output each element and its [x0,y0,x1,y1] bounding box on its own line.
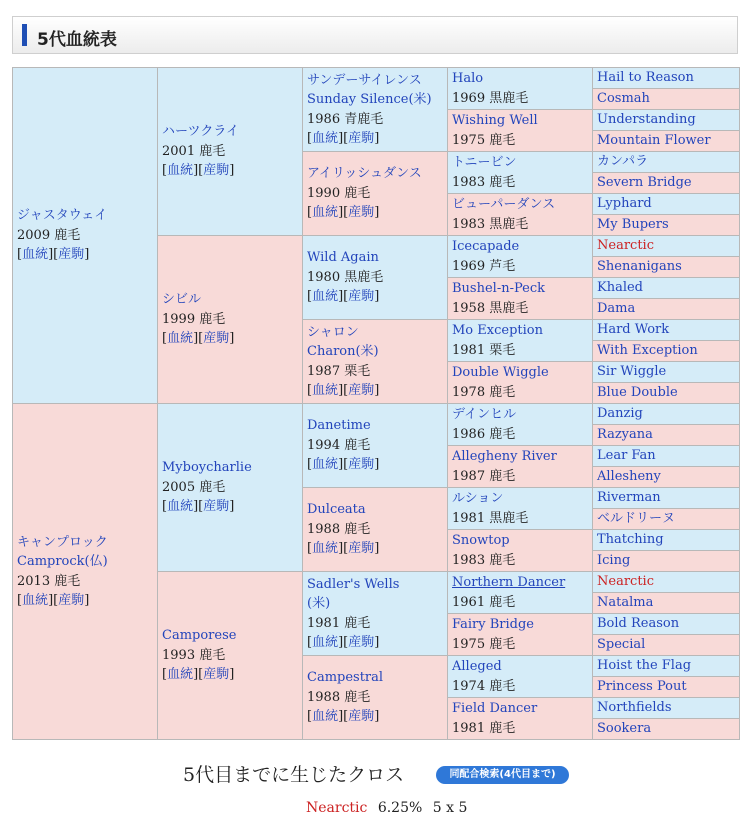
blood-link[interactable]: 血統 [312,541,339,557]
horse-year-color: 1986 鹿毛 [452,426,516,442]
horse-name[interactable]: Nearctic [597,238,654,254]
blood-link[interactable]: 血統 [312,131,339,146]
horse-name[interactable]: Dulceata [307,502,366,518]
pedigree-cell-gen5 [593,656,740,677]
horse-name[interactable]: Campestral [307,670,384,686]
progeny-link[interactable]: 産駒 [348,457,375,473]
horse-name[interactable]: Blue Double [597,385,678,401]
pedigree-links: [血統][産駒] [307,289,380,305]
pedigree-cell-gen5 [593,614,740,635]
cross-section-title: 5代目までに生じたクロス [183,764,405,786]
horse-name[interactable]: Cosmah [597,91,650,107]
horse-year-color: 1983 鹿毛 [452,174,516,190]
horse-name[interactable]: Mountain Flower [597,133,711,149]
pedigree-cell-gen5 [593,299,740,320]
horse-year-color: 1975 鹿毛 [452,636,516,652]
pedigree-links: [血統][産駒] [307,457,380,473]
horse-name[interactable]: デインヒル [452,407,517,422]
horse-year-color: 1981 栗毛 [452,342,516,358]
pedigree-cell-gen5 [593,362,740,383]
horse-year-color: 1986 青鹿毛 [307,111,384,127]
blood-link[interactable]: 血統 [312,205,339,221]
horse-name[interactable]: Understanding [597,112,696,128]
pedigree-cell-gen5 [593,572,740,593]
cross-percent: 6.25% [377,800,423,816]
pedigree-cell-gen5 [593,278,740,299]
horse-name[interactable]: シャロン [307,324,359,340]
blood-link[interactable]: 血統 [167,331,194,347]
horse-name[interactable]: Riverman [597,490,661,506]
pedigree-cell-gen1 [13,404,158,740]
horse-name[interactable]: Sookera [597,721,652,737]
horse-name[interactable]: Fairy Bridge [452,617,534,632]
pedigree-table [12,67,740,740]
horse-name[interactable]: Hoist the Flag [597,658,692,674]
horse-year-color: 1990 鹿毛 [307,185,371,201]
pedigree-links: [血統][産駒] [162,499,235,515]
horse-year-color: 1969 黒鹿毛 [452,90,529,106]
horse-alt-name[interactable]: (米) [307,596,331,611]
cross-horse-name[interactable]: Nearctic [306,800,368,816]
progeny-link[interactable]: 産駒 [203,331,230,347]
blood-link[interactable]: 血統 [22,247,49,263]
pedigree-cell-gen5 [593,593,740,614]
pedigree-links: [血統][産駒] [307,541,380,557]
pedigree-cell-gen1 [13,68,158,404]
blood-link[interactable]: 血統 [167,499,194,515]
progeny-link[interactable]: 産駒 [348,131,375,146]
horse-year-color: 1958 黒鹿毛 [452,300,529,316]
horse-year-color: 1969 芦毛 [452,258,516,274]
horse-alt-name[interactable]: Sunday Silence(米) [307,92,432,107]
horse-year-color: 1999 鹿毛 [162,311,226,327]
pedigree-cell-gen5 [593,152,740,173]
pedigree-cell-gen5 [593,404,740,425]
pedigree-cell-gen4 [448,530,593,572]
pedigree-cell-gen2 [158,68,303,236]
horse-name[interactable]: ルション [452,491,504,506]
pedigree-cell-gen4 [448,194,593,236]
pedigree-links: [血統][産駒] [162,163,235,179]
section-title: 5代血統表 [37,30,117,50]
pedigree-links: [血統][産駒] [17,593,90,608]
horse-name[interactable]: Sir Wiggle [597,364,667,380]
pedigree-links: [血統][産駒] [162,331,235,347]
horse-name[interactable]: Double Wiggle [452,365,549,380]
horse-name[interactable]: Bushel-n-Peck [452,281,545,296]
pedigree-links: [血統][産駒] [17,247,90,263]
pedigree-cell-gen4 [448,236,593,278]
progeny-link[interactable]: 産駒 [203,667,230,683]
pedigree-cell-gen5 [593,551,740,572]
progeny-link[interactable]: 産駒 [348,289,375,305]
pedigree-cell-gen5 [593,383,740,404]
pedigree-links: [血統][産駒] [307,709,380,725]
horse-name[interactable]: Mo Exception [452,323,543,338]
horse-name[interactable]: カンパラ [597,154,649,170]
pedigree-row [13,404,740,425]
horse-year-color: 1983 黒鹿毛 [452,216,529,232]
blood-link[interactable]: 血統 [167,667,194,683]
horse-name[interactable]: Lyphard [597,196,652,212]
pedigree-cell-gen4 [448,362,593,404]
horse-name[interactable]: キャンプロック [17,534,108,550]
pedigree-cell-gen5 [593,320,740,341]
horse-name[interactable]: トニービン [452,155,517,170]
pedigree-cell-gen3 [303,572,448,656]
pedigree-cell-gen5 [593,215,740,236]
pedigree-links: [血統][産駒] [307,131,380,146]
pedigree-cell-gen3 [303,152,448,236]
horse-year-color: 2005 鹿毛 [162,479,226,495]
pedigree-cell-gen5 [593,446,740,467]
pedigree-cell-gen5 [593,677,740,698]
horse-name[interactable]: ベルドリーヌ [597,511,676,527]
horse-name[interactable]: ビューパーダンス [452,197,556,212]
horse-name[interactable]: ハーツクライ [162,124,239,140]
header-accent-bar [22,24,27,46]
horse-name[interactable]: Allegheny River [452,449,557,464]
pedigree-cell-gen4 [448,614,593,656]
pedigree-cell-gen2 [158,404,303,572]
pedigree-cell-gen5 [593,68,740,89]
blood-link[interactable]: 血統 [312,709,339,725]
pedigree-cell-gen4 [448,68,593,110]
section-header [12,16,738,54]
horse-year-color: 1980 黒鹿毛 [307,269,384,285]
pedigree-cell-gen5 [593,425,740,446]
horse-year-color: 1994 鹿毛 [307,437,371,453]
pedigree-cell-gen4 [448,320,593,362]
horse-name[interactable]: Khaled [597,280,644,296]
blood-link[interactable]: 血統 [167,163,194,179]
progeny-link[interactable]: 産駒 [203,499,230,515]
pedigree-cell-gen5 [593,719,740,740]
pedigree-links: [血統][産駒] [307,205,380,221]
horse-name[interactable]: Danzig [597,406,643,422]
pedigree-cell-gen4 [448,488,593,530]
pedigree-cell-gen5 [593,341,740,362]
pedigree-cell-gen5 [593,173,740,194]
horse-name[interactable]: Dama [597,301,636,317]
pedigree-cell-gen5 [593,467,740,488]
pedigree-cell-gen5 [593,509,740,530]
horse-name[interactable]: My Bupers [597,217,669,233]
horse-name[interactable]: Razyana [597,427,653,443]
blood-link[interactable]: 血統 [312,289,339,305]
pedigree-cell-gen3 [303,656,448,740]
horse-name[interactable]: Nearctic [597,574,654,590]
pedigree-cell-gen5 [593,530,740,551]
horse-name[interactable]: Allesheny [597,469,661,485]
pedigree-cell-gen5 [593,257,740,278]
horse-year-color: 1981 鹿毛 [452,720,516,736]
horse-name[interactable]: Hail to Reason [597,70,694,86]
pedigree-cell-gen4 [448,698,593,740]
horse-year-color: 1981 鹿毛 [307,615,371,631]
progeny-link[interactable]: 産駒 [58,593,85,608]
horse-name[interactable]: Wishing Well [452,113,538,128]
horse-year-color: 2013 鹿毛 [17,573,81,589]
horse-name[interactable]: Icecapade [452,239,520,254]
pedigree-cell-gen3 [303,488,448,572]
horse-year-color: 1974 鹿毛 [452,678,516,694]
horse-name[interactable]: Halo [452,71,484,86]
cross-entry [306,800,467,816]
horse-name[interactable]: Northern Dancer [452,575,566,590]
horse-name[interactable]: Thatching [597,532,664,548]
horse-name[interactable]: Alleged [452,659,502,674]
same-mating-search-button[interactable]: 同配合検索(4代目まで) [436,766,569,784]
horse-name[interactable]: シビル [162,292,202,308]
blood-link[interactable]: 血統 [312,457,339,473]
horse-year-color: 1978 鹿毛 [452,384,516,400]
pedigree-cell-gen5 [593,488,740,509]
horse-name[interactable]: Field Dancer [452,701,538,716]
pedigree-cell-gen5 [593,698,740,719]
horse-year-color: 1961 鹿毛 [452,594,516,610]
horse-name[interactable]: Natalma [597,595,654,611]
horse-name[interactable]: Myboycharlie [162,460,252,476]
horse-year-color: 1988 鹿毛 [307,521,371,537]
horse-year-color: 1987 鹿毛 [452,468,516,484]
horse-name[interactable]: With Exception [597,343,698,359]
progeny-link[interactable]: 産駒 [348,709,375,725]
horse-year-color: 2001 鹿毛 [162,143,226,159]
pedigree-cell-gen3 [303,320,448,404]
horse-name[interactable]: Icing [597,553,631,569]
horse-name[interactable]: Wild Again [307,250,379,266]
pedigree-cell-gen4 [448,152,593,194]
pedigree-links: [血統][産駒] [307,635,380,650]
pedigree-cell-gen4 [448,404,593,446]
progeny-link[interactable]: 産駒 [348,635,375,650]
horse-name[interactable]: Lear Fan [597,448,656,464]
horse-name[interactable]: ジャスタウェイ [17,208,108,224]
horse-name[interactable]: Camporese [162,628,237,644]
blood-link[interactable]: 血統 [22,593,49,608]
progeny-link[interactable]: 産駒 [203,163,230,179]
horse-year-color: 1987 栗毛 [307,363,371,379]
blood-link[interactable]: 血統 [312,383,339,398]
horse-alt-name[interactable]: Charon(米) [307,344,379,359]
pedigree-links: [血統][産駒] [307,383,380,398]
horse-name[interactable]: Shenanigans [597,259,682,275]
horse-name[interactable]: Sadler's Wells [307,576,400,592]
horse-name[interactable]: Snowtop [452,533,510,548]
pedigree-row [13,68,740,89]
horse-year-color: 1975 鹿毛 [452,132,516,148]
horse-alt-name[interactable]: Camprock(仏) [17,554,108,569]
horse-year-color: 1993 鹿毛 [162,647,226,663]
pedigree-cell-gen5 [593,89,740,110]
horse-year-color: 1981 黒鹿毛 [452,510,529,526]
blood-link[interactable]: 血統 [312,635,339,650]
pedigree-cell-gen4 [448,656,593,698]
pedigree-cell-gen3 [303,236,448,320]
pedigree-cell-gen4 [448,572,593,614]
horse-name[interactable]: サンデーサイレンス [307,72,422,88]
horse-year-color: 1983 鹿毛 [452,552,516,568]
pedigree-links: [血統][産駒] [162,667,235,683]
horse-year-color: 2009 鹿毛 [17,227,81,243]
horse-name[interactable]: Severn Bridge [597,175,692,191]
pedigree-cell-gen2 [158,236,303,404]
horse-year-color: 1988 鹿毛 [307,689,371,705]
pedigree-cell-gen4 [448,278,593,320]
horse-name[interactable]: Hard Work [597,322,670,338]
pedigree-cell-gen4 [448,446,593,488]
pedigree-cell-gen2 [158,572,303,740]
pedigree-cell-gen4 [448,110,593,152]
horse-name[interactable]: Princess Pout [597,679,687,695]
horse-name[interactable]: アイリッシュダンス [307,166,422,182]
horse-name[interactable]: Northfields [597,700,672,716]
progeny-link[interactable]: 産駒 [348,205,375,221]
pedigree-cell-gen5 [593,236,740,257]
pedigree-cell-gen5 [593,131,740,152]
pedigree-cell-gen3 [303,68,448,152]
progeny-link[interactable]: 産駒 [58,247,85,263]
pedigree-cell-gen5 [593,194,740,215]
progeny-link[interactable]: 産駒 [348,383,375,398]
pedigree-cell-gen3 [303,404,448,488]
horse-name[interactable]: Special [597,637,646,653]
horse-name[interactable]: Bold Reason [597,616,680,632]
pedigree-cell-gen5 [593,635,740,656]
progeny-link[interactable]: 産駒 [348,541,375,557]
cross-generation: 5 x 5 [432,800,468,816]
pedigree-cell-gen5 [593,110,740,131]
horse-name[interactable]: Danetime [307,418,371,434]
